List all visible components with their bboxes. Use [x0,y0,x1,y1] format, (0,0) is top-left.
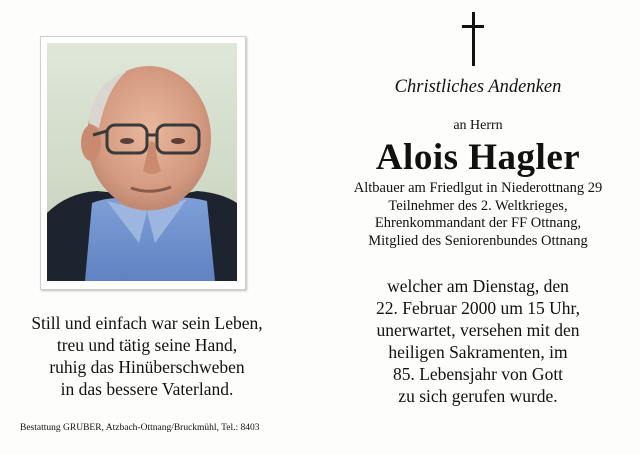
funeral-home-footer: Bestattung GRUBER, Atzbach-Ottnang/Bruckmühl, Tel.: 8403 [20,423,260,433]
death-notice [300,275,640,407]
portrait-illustration [47,43,237,281]
roles-list [300,180,640,250]
death-notice-line: 85. Lebensjahr von Gott [392,364,564,384]
death-notice-line: heiligen Sakramenten, im [388,342,568,362]
deceased-name: Alois Hagler [375,137,581,178]
latin-cross-icon [460,12,486,66]
cross-vertical-bar [472,12,475,66]
death-notice-line: zu sich gerufen wurde. [398,386,558,406]
role-line: Teilnehmer des 2. Weltkrieges, [388,197,568,214]
role-line: Ehrenkommandant der FF Ottnang, [374,215,582,231]
poem-line: Still und einfach war sein Leben, [31,313,263,333]
poem [20,312,274,400]
role-line: Mitglied des Seniorenbundes Ottnang [368,232,588,249]
poem-line: treu und tätig seine Hand, [56,335,238,355]
poem-line: in das bessere Vaterland. [60,379,234,399]
portrait-frame [40,36,246,290]
death-notice-line: unerwartet, versehen mit den [376,320,580,340]
cross-horizontal-bar [462,25,484,28]
poem-line: ruhig das Hinüberschweben [49,357,245,377]
death-notice-line: welcher am Dienstag, den [387,276,569,296]
death-notice-line: 22. Februar 2000 um 15 Uhr, [376,298,580,318]
portrait-photo [47,43,237,281]
role-line: Altbauer am Friedlgut in Niederottnang 29 [353,180,603,196]
card-heading: Christliches Andenken [394,77,562,97]
salutation: an Herrn [453,118,503,133]
